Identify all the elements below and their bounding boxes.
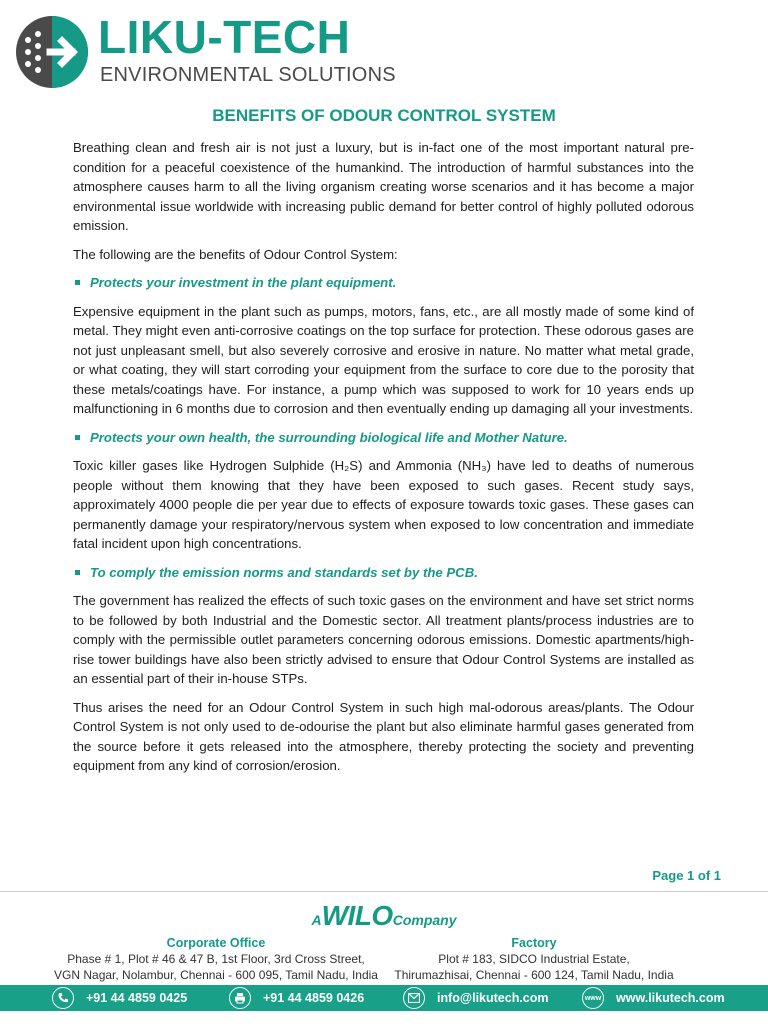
web-icon: www [582,987,604,1009]
contact-bar [0,985,768,1011]
document-title: BENEFITS OF ODOUR CONTROL SYSTEM [212,106,556,125]
benefit-heading-2 [73,428,694,448]
wilo-company-logo [0,900,768,932]
benefit-paragraph-2: Toxic killer gases like Hydrogen Sulphide (H₂S) and Ammonia (NH₃) have led to deaths of numerous people without them knowing that they have been exposed to such gases. Recent study says, approximately 4000 people die per year due to effects of exposure towards toxic gases. These gases can permanently damage your respiratory/nervous system when exposed to low concentration and immediate fatal incident upon high concentrations. [73,458,694,551]
corporate-office-heading: Corporate Office [166,936,266,950]
phone-contact[interactable] [52,985,187,1011]
website-contact[interactable] [582,985,725,1011]
factory-heading: Factory [511,936,557,950]
wilo-prefix: A [311,912,322,928]
factory-address [384,935,684,983]
benefit-paragraph-1: Expensive equipment in the plant such as pumps, motors, fans, etc., are all mostly made of some kind of metal. They might even anti-corrosive coatings on the top surface for protection. These odorous gases are not just unpleasant smell, but also severely corrosive and erosive in nature. No matter what metal grade, or what coating, they will start corroding your equipment from the surface to core due to the porosity that these metals/coatings have. For instance, a pump which was supposed to work for 10 years ends up malfunctioning in 6 months due to corrosion and then eventually ending up damaging all your investments. [73,303,694,416]
fax-contact[interactable] [229,985,364,1011]
intro-paragraph: Breathing clean and fresh air is not just a luxury, but is in-fact one of the most important natural pre-condition for a peaceful coexistence of the humankind. The introduction of harmful substances into the atmosphere causes harm to all the living organism creating worse scenarios and it has become a major environmental issue worldwide with increasing public demand for better control of highly polluted odorous emission. [73,140,694,233]
bullet-square-icon [75,435,80,440]
benefit-paragraph-3: The government has realized the effects of such toxic gases on the environment and have set strict norms to be followed by both Industrial and the Domestic sector. All treatment plants/process industries are to comply with the permissible outlet parameters concerning odorous emissions. Domestic apartments/high-rise tower buildings have also been strictly advised to ensure that Odour Control Systems are installed as an essential part of their in-house STPs. [73,593,694,686]
fax-number: +91 44 4859 0426 [263,991,365,1005]
page-number: Page 1 of 1 [652,868,721,883]
email-icon [403,987,425,1009]
brand-name: LIKU-TECH [98,11,351,63]
address-line: Plot # 183, SIDCO Industrial Estate, [438,952,630,966]
address-line: Thirumazhisai, Chennai - 600 124, Tamil Nadu, India [394,968,674,982]
benefit-heading-text: Protects your investment in the plant equipment. [90,275,397,290]
letterhead [14,11,414,88]
brand-subtitle: ENVIRONMENTAL SOLUTIONS [100,64,396,86]
email-contact[interactable] [403,985,549,1011]
lead-paragraph: The following are the benefits of Odour Control System: [73,246,398,262]
benefit-heading-text: Protects your own health, the surrounding biological life and Mother Nature. [90,429,568,445]
benefit-heading-3 [73,563,694,583]
wilo-brand: WILO [321,900,393,931]
conclusion-paragraph: Thus arises the need for an Odour Control System in such high mal-odorous areas/plants. The Odour Control System is not only used to de-odourise the plant but also eliminate harmful gases generated from the source before it gets released into the atmosphere, thereby protecting the society and preventing equipment from any kind of corrosion/erosion. [73,699,694,773]
wilo-suffix: Company [392,912,457,928]
address-line: Phase # 1, Plot # 46 & 47 B, 1st Floor, 3rd Cross Street, [67,952,365,966]
fax-icon [229,987,251,1009]
corporate-office-address [40,935,392,983]
liku-tech-logo-icon [14,14,90,90]
benefit-heading-text: To comply the emission norms and standards set by the PCB. [90,564,478,580]
bullet-square-icon [75,570,80,575]
phone-icon [52,987,74,1009]
website-url: www.likutech.com [616,991,725,1005]
phone-number: +91 44 4859 0425 [86,991,188,1005]
footer-divider [0,891,768,892]
email-address: info@likutech.com [437,991,549,1005]
bullet-square-icon [75,280,80,285]
document-body [73,138,694,785]
benefit-heading-1 [73,273,694,293]
address-line: VGN Nagar, Nolambur, Chennai - 600 095, Tamil Nadu, India [54,968,378,982]
